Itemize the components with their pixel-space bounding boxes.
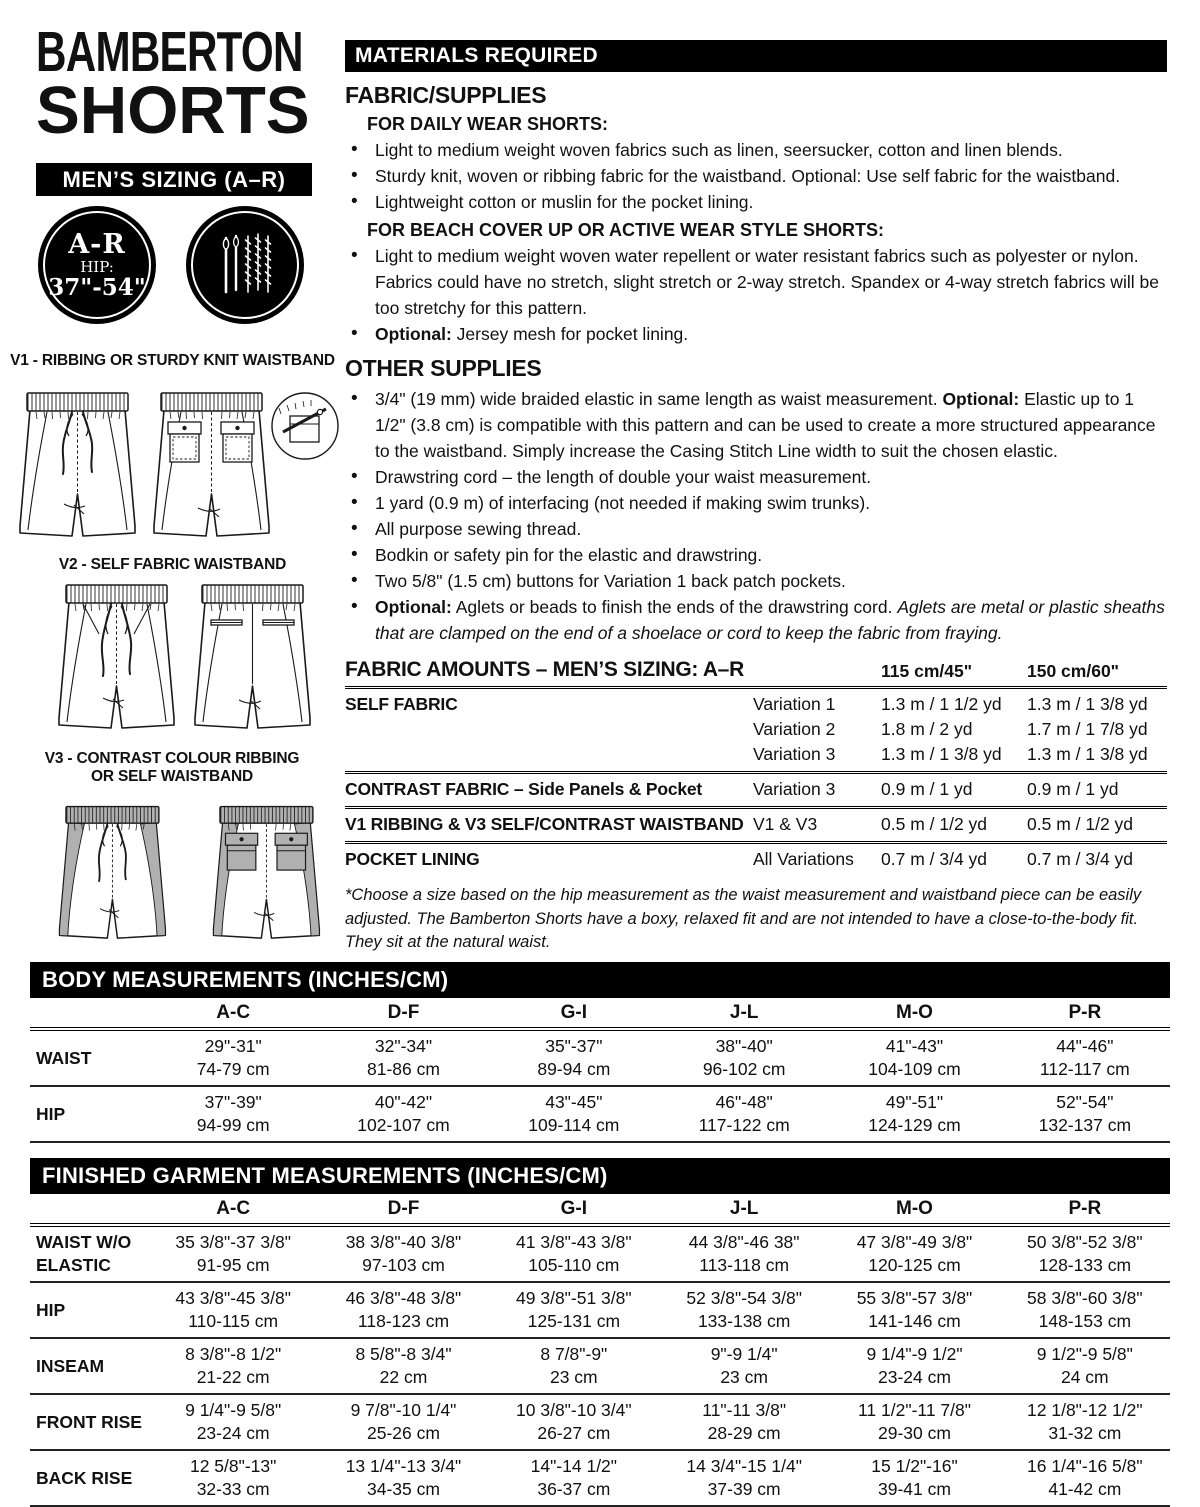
measurement-row xyxy=(30,1395,1170,1451)
fabric-row-115cm: 1.3 m / 1 1/2 yd 1.8 m / 2 yd 1.3 m / 1 3/8 yd xyxy=(881,694,1002,764)
fabric-row-150cm: 0.7 m / 3/4 yd xyxy=(1027,849,1134,869)
size-column-header: D-F xyxy=(387,1002,420,1023)
fabric-supplies-heading: FABRIC/SUPPLIES xyxy=(345,82,547,108)
title-line-2: SHORTS xyxy=(36,73,310,148)
measurement-cell: 49"-51" 124-129 cm xyxy=(868,1092,961,1135)
v1-pocket-detail-inset xyxy=(272,393,338,459)
size-column-header: G-I xyxy=(560,1198,588,1219)
size-column-header: J-L xyxy=(729,1002,759,1023)
measurement-row-label: HIP xyxy=(36,1299,66,1320)
measurement-row-label: BACK RISE xyxy=(36,1467,133,1488)
v3-front-shorts xyxy=(60,807,166,939)
fabric-amounts-header xyxy=(345,658,1167,686)
measurement-cell: 9 1/4"-9 5/8" 23-24 cm xyxy=(185,1400,282,1443)
variation-3-illustration xyxy=(40,800,335,942)
pocket-button xyxy=(235,426,239,430)
fabric-row-label: CONTRAST FABRIC – Side Panels & Pocket xyxy=(345,779,703,799)
measurement-cell: 41 3/8"-43 3/8" 105-110 cm xyxy=(516,1232,632,1275)
variation-2-label: V2 - SELF FABRIC WAISTBAND xyxy=(58,556,287,573)
bullet-item: • Sturdy knit, woven or ribbing fabric for the waistband. Optional: Use self fabric for the waistband. xyxy=(345,163,1167,189)
size-column-header: A-C xyxy=(216,1198,251,1219)
fabric-row-label: SELF FABRIC xyxy=(345,694,458,714)
pocket-button xyxy=(289,837,293,841)
pattern-title xyxy=(36,20,316,148)
hip-range-text: 37"-54" xyxy=(48,273,146,301)
measurement-cell: 52"-54" 132-137 cm xyxy=(1038,1092,1132,1135)
title-line-1: BAMBERTON xyxy=(36,20,303,84)
body-measurements-grid xyxy=(30,998,1170,1143)
finished-measurements-table xyxy=(30,1158,1170,1507)
fabric-row-label: POCKET LINING xyxy=(345,849,480,869)
width-115-header: 115 cm/45" xyxy=(881,661,973,681)
bullet-item: • Two 5/8" (1.5 cm) buttons for Variation 1 back patch pockets. xyxy=(345,568,1167,594)
measurement-row-label: INSEAM xyxy=(36,1355,105,1376)
measurement-cell: 11"-11 3/8" 28-29 cm xyxy=(702,1400,787,1443)
measurement-cell: 38"-40" 96-102 cm xyxy=(702,1036,786,1079)
daily-wear-heading: FOR DAILY WEAR SHORTS: xyxy=(367,114,609,134)
fabric-row-label: V1 RIBBING & V3 SELF/CONTRAST WAISTBAND xyxy=(345,814,744,834)
fabric-amounts-title: FABRIC AMOUNTS – MEN’S SIZING: A–R xyxy=(345,658,744,681)
bullet-item: • Lightweight cotton or muslin for the pocket lining. xyxy=(345,189,1167,215)
measurement-cell: 12 5/8"-13" 32-33 cm xyxy=(189,1456,277,1499)
body-measurements-bar: BODY MEASUREMENTS (INCHES/CM) xyxy=(30,962,1170,998)
pocket-button xyxy=(182,426,186,430)
back-welt-pocket-left xyxy=(211,620,242,625)
fabric-row-115cm: 0.7 m / 3/4 yd xyxy=(881,849,988,869)
pocket-button xyxy=(239,837,243,841)
needles-badge xyxy=(186,206,304,324)
measurement-cell: 40"-42" 102-107 cm xyxy=(357,1092,450,1135)
bullet-item: • 1 yard (0.9 m) of interfacing (not needed if making swim trunks). xyxy=(345,490,1167,516)
size-header-row xyxy=(30,998,1170,1031)
v1-back-shorts xyxy=(154,393,269,536)
beach-wear-bullets xyxy=(345,243,1167,347)
needles-icon xyxy=(202,222,288,308)
v3-back-shorts xyxy=(214,807,320,939)
contrast-patch-pocket-right xyxy=(275,833,307,870)
measurement-row-label: WAIST W/O ELASTIC xyxy=(36,1232,132,1275)
measurement-cell: 9"-9 1/4" 23 cm xyxy=(710,1344,778,1387)
other-supplies-heading: OTHER SUPPLIES xyxy=(345,355,542,381)
measurement-cell: 13 1/4"-13 3/4" 34-35 cm xyxy=(345,1456,462,1499)
fabric-amounts-row xyxy=(345,771,1167,806)
needles-badge-ring xyxy=(191,211,299,319)
measurement-cell: 14 3/4"-15 1/4" 37-39 cm xyxy=(686,1456,802,1499)
fabric-amounts-table xyxy=(345,658,1167,876)
other-supplies-bullets xyxy=(345,386,1167,646)
measurement-row-label: WAIST xyxy=(36,1047,92,1068)
size-range-badge xyxy=(38,206,156,324)
measurement-cell: 8 5/8"-8 3/4" 22 cm xyxy=(355,1344,452,1387)
materials-column xyxy=(345,40,1167,955)
fabric-row-150cm: 1.3 m / 1 3/8 yd 1.7 m / 1 7/8 yd 1.3 m / 1 3/8 yd xyxy=(1027,694,1148,764)
mens-sizing-banner: MEN’S SIZING (A–R) xyxy=(36,163,312,196)
measurement-cell: 11 1/2"-11 7/8" 29-30 cm xyxy=(858,1400,971,1443)
measurement-cell: 55 3/8"-57 3/8" 141-146 cm xyxy=(856,1288,973,1331)
fabric-row-variations: All Variations xyxy=(753,849,854,869)
measurement-row xyxy=(30,1451,1170,1507)
fabric-amounts-row xyxy=(345,841,1167,876)
size-column-header: A-C xyxy=(216,1002,251,1023)
measurement-cell: 44"-46" 112-117 cm xyxy=(1039,1036,1130,1079)
measurement-row xyxy=(30,1087,1170,1143)
fabric-row-115cm: 0.5 m / 1/2 yd xyxy=(881,814,988,834)
body-measurements-table xyxy=(30,962,1170,1143)
measurement-cell: 9 1/4"-9 1/2" 23-24 cm xyxy=(866,1344,963,1387)
fabric-row-variations: Variation 1 Variation 2 Variation 3 xyxy=(753,694,836,764)
variation-1-illustration xyxy=(8,378,340,550)
fabric-row-150cm: 0.5 m / 1/2 yd xyxy=(1027,814,1134,834)
variation-3-label: V3 - CONTRAST COLOUR RIBBING OR SELF WAISTBAND xyxy=(44,750,300,785)
fabric-amounts-row xyxy=(345,686,1167,771)
measurement-cell: 14"-14 1/2" 36-37 cm xyxy=(530,1456,617,1499)
finished-measurements-grid xyxy=(30,1194,1170,1507)
contrast-patch-pocket-left xyxy=(225,833,257,870)
back-patch-pocket-right xyxy=(221,422,254,462)
bullet-item: • Optional: Jersey mesh for pocket lining. xyxy=(345,321,1167,347)
beach-wear-heading: FOR BEACH COVER UP OR ACTIVE WEAR STYLE SHORTS: xyxy=(367,220,885,240)
measurement-cell: 44 3/8"-46 38" 113-118 cm xyxy=(688,1232,800,1275)
measurement-cell: 9 1/2"-9 5/8" 24 cm xyxy=(1036,1344,1133,1387)
back-patch-pocket-left xyxy=(168,422,201,462)
measurement-cell: 38 3/8"-40 3/8" 97-103 cm xyxy=(345,1232,462,1275)
measurement-cell: 46 3/8"-48 3/8" 118-123 cm xyxy=(345,1288,462,1331)
size-column-header: P-R xyxy=(1068,1198,1102,1219)
finished-measurements-bar: FINISHED GARMENT MEASUREMENTS (INCHES/CM) xyxy=(30,1158,1170,1194)
variation-2-illustration xyxy=(45,576,325,732)
bullet-item: • All purpose sewing thread. xyxy=(345,516,1167,542)
measurement-row xyxy=(30,1339,1170,1395)
bullet-item: • 3/4" (19 mm) wide braided elastic in same length as waist measurement. Optional: Elastic up to 1 1/2" (3.8 cm) is compatible with this pattern and can be used to create a more structured appearance to the waistband. Simply increase the Casing Stitch Line width to suit the chosen elastic. xyxy=(345,386,1167,464)
measurement-cell: 46"-48" 117-122 cm xyxy=(698,1092,790,1135)
bullet-item: • Drawstring cord – the length of double your waist measurement. xyxy=(345,464,1167,490)
size-column-header: J-L xyxy=(729,1198,759,1219)
v1-front-shorts xyxy=(20,393,135,536)
measurement-cell: 8 3/8"-8 1/2" 21-22 cm xyxy=(185,1344,282,1387)
back-welt-pocket-right xyxy=(263,620,294,625)
fabric-row-150cm: 0.9 m / 1 yd xyxy=(1027,779,1119,799)
size-column-header: G-I xyxy=(560,1002,588,1023)
measurement-cell: 47 3/8"-49 3/8" 120-125 cm xyxy=(856,1232,973,1275)
size-column-header: M-O xyxy=(896,1198,933,1219)
measurement-cell: 50 3/8"-52 3/8" 128-133 cm xyxy=(1027,1232,1143,1275)
measurement-cell: 8 7/8"-9" 23 cm xyxy=(540,1344,608,1387)
bullet-item: • Optional: Aglets or beads to finish the ends of the drawstring cord. Aglets are metal or plastic sheaths that are clamped on the end of a shoelace or cord to keep the fabric from fraying. xyxy=(345,594,1167,646)
measurement-cell: 43 3/8"-45 3/8" 110-115 cm xyxy=(175,1288,291,1331)
measurement-cell: 12 1/8"-12 1/2" 31-32 cm xyxy=(1027,1400,1143,1443)
measurement-cell: 15 1/2"-16" 39-41 cm xyxy=(871,1456,958,1499)
variation-1-label: V1 - RIBBING OR STURDY KNIT WAISTBAND xyxy=(10,352,335,369)
size-column-header: P-R xyxy=(1068,1002,1102,1023)
fabric-amounts-rows xyxy=(345,686,1167,876)
fabric-row-variations: Variation 3 xyxy=(753,779,836,799)
v2-back-shorts xyxy=(195,585,310,728)
blank-cell xyxy=(30,1002,148,1024)
measurement-cell: 35 3/8"-37 3/8" 91-95 cm xyxy=(175,1232,291,1275)
blank-cell xyxy=(30,1198,148,1220)
v2-front-shorts xyxy=(59,585,174,728)
hip-label-text: HIP: xyxy=(80,258,114,277)
bullet-item: • Light to medium weight woven water repellent or water resistant fabrics such as polyester or nylon. Fabrics could have no stretch, slight stretch or 2-way stretch. Spandex or 4-way stretch fabrics will be too stretchy for this pattern. xyxy=(345,243,1167,321)
materials-required-bar: MATERIALS REQUIRED xyxy=(345,40,1167,72)
size-column-header: M-O xyxy=(896,1002,933,1023)
measurement-row xyxy=(30,1031,1170,1087)
measurement-cell: 16 1/4"-16 5/8" 41-42 cm xyxy=(1027,1456,1143,1499)
measurement-cell: 37"-39" 94-99 cm xyxy=(196,1092,270,1135)
measurement-cell: 41"-43" 104-109 cm xyxy=(868,1036,961,1079)
measurement-cell: 49 3/8"-51 3/8" 125-131 cm xyxy=(516,1288,632,1331)
measurement-cell: 9 7/8"-10 1/4" 25-26 cm xyxy=(350,1400,457,1443)
size-range-badge-ring xyxy=(43,211,151,319)
daily-wear-bullets xyxy=(345,137,1167,215)
measurement-cell: 52 3/8"-54 3/8" 133-138 cm xyxy=(686,1288,802,1331)
measurement-row-label: HIP xyxy=(36,1103,66,1124)
size-column-header: D-F xyxy=(387,1198,420,1219)
measurement-cell: 58 3/8"-60 3/8" 148-153 cm xyxy=(1027,1288,1143,1331)
bullet-item: • Light to medium weight woven fabrics such as linen, seersucker, cotton and linen blends. xyxy=(345,137,1167,163)
measurement-row-label: FRONT RISE xyxy=(36,1411,142,1432)
measurement-cell: 35"-37" 89-94 cm xyxy=(537,1036,611,1079)
fabric-row-variations: V1 & V3 xyxy=(753,814,818,834)
measurement-cell: 29"-31" 74-79 cm xyxy=(196,1036,270,1079)
size-header-row xyxy=(30,1194,1170,1227)
size-range-text: A-R xyxy=(68,228,126,260)
measurement-cell: 43"-45" 109-114 cm xyxy=(528,1092,620,1135)
measurement-row xyxy=(30,1227,1170,1283)
measurement-row xyxy=(30,1283,1170,1339)
fabric-row-115cm: 0.9 m / 1 yd xyxy=(881,779,973,799)
measurement-cell: 10 3/8"-10 3/4" 26-27 cm xyxy=(516,1400,632,1443)
bullet-item: • Bodkin or safety pin for the elastic and drawstring. xyxy=(345,542,1167,568)
width-150-header: 150 cm/60" xyxy=(1027,661,1119,681)
fabric-amounts-row xyxy=(345,806,1167,841)
size-choice-footnote: *Choose a size based on the hip measurement as the waist measurement and waistband piece can be easily adjusted. The Bamberton Shorts have a boxy, relaxed fit and are not intended to have a close-to-the-body fit. They sit at the natural waist. xyxy=(345,886,1142,951)
measurement-cell: 32"-34" 81-86 cm xyxy=(367,1036,440,1079)
